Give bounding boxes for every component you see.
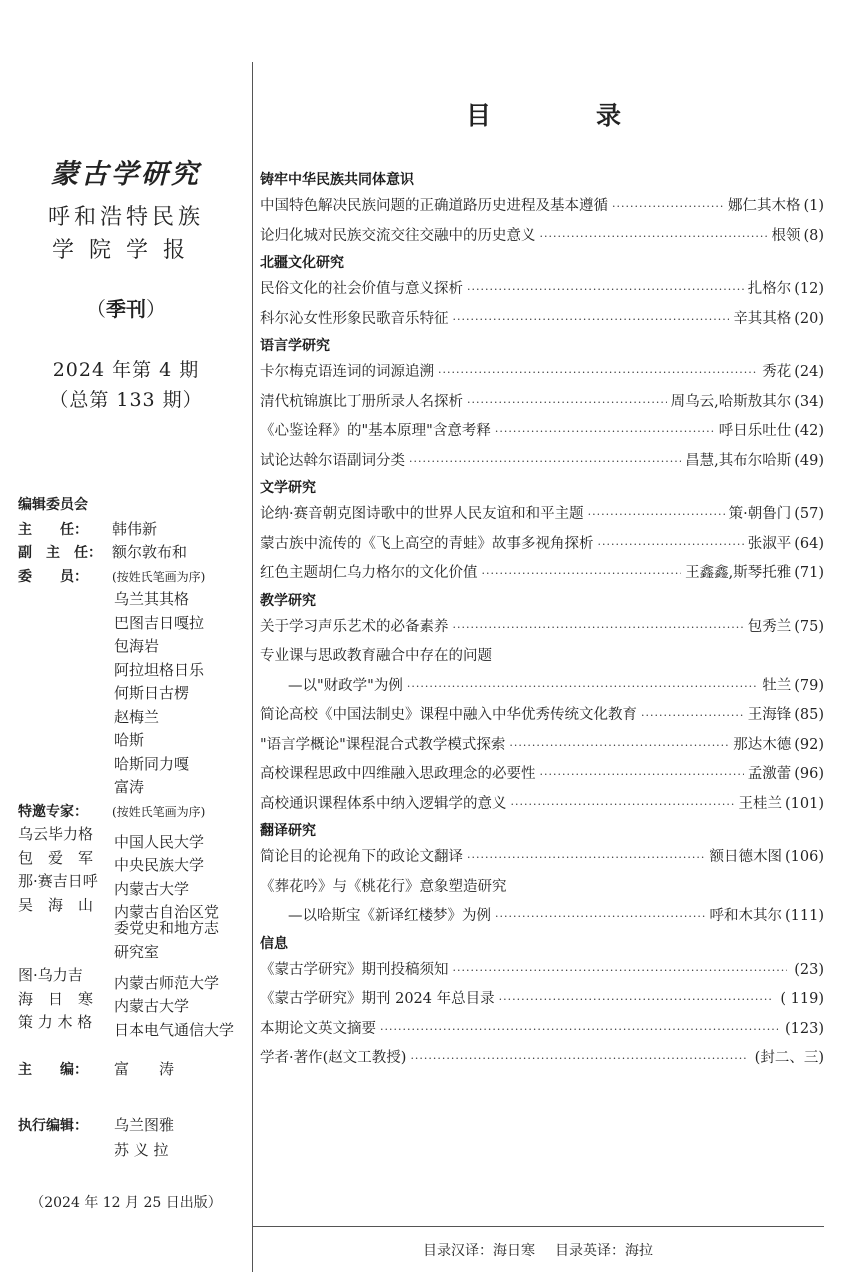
toc-entry[interactable] [260,985,824,1015]
entry-author: 王海锋 [747,707,792,723]
toc-entry[interactable] [260,500,824,530]
toc-heading [466,96,622,132]
executive-editors [18,1114,174,1162]
toc-entry[interactable] [260,613,824,643]
entry-title: 清代杭锦旗比丁册所录人名探析 [260,393,463,410]
toc-entry[interactable] [260,559,824,589]
toc-entry[interactable] [260,956,824,986]
toc-entry[interactable] [260,192,824,222]
entry-page: (85) [794,707,824,723]
entry-title: 科尔沁女性形象民歌音乐特征 [260,310,449,327]
entry-title: 论纳·赛音朝克图诗歌中的世界人民友谊和和平主题 [260,506,584,522]
entry-author: 额日德木图 [709,849,782,865]
frequency: （季刊） [86,297,166,321]
entry-author: 扎格尔 [747,281,792,297]
entry-title: 高校通识课程体系中纳入逻辑学的意义 [260,795,507,812]
expert-name: 策 力 木 格 [18,1013,93,1031]
leader-dots [509,731,729,761]
entry-author: 根领 [771,227,801,244]
leader-dots [598,530,744,560]
leader-dots [540,760,744,790]
leader-dots [438,358,758,388]
expert-institution-cont: 委党史和地方志 [114,919,220,937]
entry-title: 高校课程思政中四维融入思政理念的必要性 [260,766,536,782]
entry-title: 试论达斡尔语副词分类 [260,452,405,469]
leader-dots [380,1015,778,1045]
leader-dots [612,192,724,222]
entry-subtitle: —以哈斯宝《新译红楼梦》为例 [288,908,491,924]
director-label: 主 任： [18,521,88,538]
vice-director-label: 副 主 任： [18,545,102,561]
toc-entry[interactable] [260,358,824,388]
toc-entry[interactable] [260,530,824,560]
member-name: 何斯日古楞 [114,684,190,702]
leader-dots [453,613,744,643]
section-title: 语言学研究 [260,338,330,354]
entry-page: (79) [794,677,824,694]
english-translator: 目录英译：海拉 [555,1243,653,1259]
experts-note: (按姓氏笔画为序) [112,804,206,819]
entry-page: (封二、三) [754,1050,824,1066]
entry-title-line[interactable]: 专业课与思政教育融合中存在的问题 [260,648,492,664]
entry-page: (111) [785,908,824,924]
entry-author: 王鑫鑫,斯琴托雅 [685,565,792,581]
column-divider [252,62,253,1272]
table-of-contents [260,168,824,1074]
entry-page: (123) [785,1020,824,1037]
entry-page: (92) [794,736,824,753]
entry-title: 本期论文英文摘要 [260,1020,376,1037]
entry-page: (106) [785,849,824,865]
entry-title: 简论高校《中国法制史》课程中融入中华优秀传统文化教育 [260,707,637,723]
expert-institution: 内蒙古大学 [114,879,190,898]
chinese-translator: 目录汉译：海日寒 [423,1243,535,1259]
entry-title: 民俗文化的社会价值与意义探析 [260,281,463,297]
expert-institution: 内蒙古师范大学 [114,973,220,992]
section-title: 信息 [260,935,288,952]
frequency-label: 季刊 [106,297,146,321]
members-note: (按姓氏笔画为序) [112,569,206,584]
expert-name: 那·赛吉日呼 [18,872,98,890]
toc-entry[interactable] [260,902,824,932]
entry-author: 呼日乐吐仕 [718,423,792,439]
section-title: 铸牢中华民族共同体意识 [260,172,414,188]
entry-title: 简论目的论视角下的政论文翻译 [260,849,463,865]
entry-title: 中国特色解决民族问题的正确道路历史进程及基本遵循 [260,198,608,214]
entry-title: 《蒙古学研究》期刊投稿须知 [260,961,449,978]
leader-dots [453,305,730,335]
members-label: 委 员： [18,568,88,585]
expert-institution: 内蒙古大学 [114,997,190,1015]
issue-total: （总第 133 期） [49,389,203,411]
director-name: 韩伟新 [112,519,158,538]
leader-dots [409,447,681,477]
entry-page: (75) [794,618,824,635]
leader-dots [495,417,715,447]
toc-entry[interactable] [260,843,824,873]
leader-dots [467,843,706,873]
toc-entry[interactable] [260,760,824,790]
expert-name: 吴 海 山 [18,895,94,914]
entry-title: 学者·著作(赵文工教授) [260,1050,407,1066]
exec-editor-label: 执行编辑： [18,1118,88,1134]
entry-page: (71) [794,565,824,581]
entry-title: 蒙古族中流传的《飞上高空的青蛙》故事多视角探析 [260,535,594,552]
expert-institution: 日本电气通信大学 [114,1020,235,1039]
toc-entry[interactable] [260,790,824,820]
entry-author: 周乌云,哈斯敖其尔 [670,393,792,410]
chief-editor-name: 富 涛 [114,1060,175,1078]
footer-divider [252,1226,824,1227]
chief-editor [18,1058,174,1083]
entry-page: (96) [794,766,824,782]
entry-author: 娜仁其木格 [727,198,801,214]
leader-dots [588,500,725,530]
expert-institution-cont: 研究室 [114,942,160,961]
entry-subtitle: —以"财政学"为例 [288,677,403,694]
entry-author: 昌慧,其布尔哈斯 [685,452,792,469]
member-name: 富涛 [114,778,145,796]
toc-entry[interactable] [260,1015,824,1045]
leader-dots [641,701,744,731]
toc-entry[interactable] [260,417,824,447]
leader-dots [453,956,788,986]
expert-institution: 中国人民大学 [114,832,205,851]
exec-editor-name: 苏 义 拉 [114,1140,169,1159]
entry-page: (64) [794,535,824,552]
toc-entry[interactable] [260,672,824,702]
section-title: 文学研究 [260,480,316,496]
entry-page: (57) [794,506,824,522]
toc-entry[interactable] [260,388,824,418]
entry-author: 秀花 [762,364,792,380]
entry-page: (101) [785,795,824,812]
member-name: 哈斯 [114,731,145,749]
entry-author: 牡兰 [762,677,792,694]
leader-dots [495,902,706,932]
leader-dots [499,985,774,1015]
toc-entry[interactable] [260,305,824,335]
toc-heading-2: 录 [596,101,623,130]
entry-title: 关于学习声乐艺术的必备素养 [260,618,449,635]
issue-number: 2024 年第 4 期 [52,359,200,381]
expert-name: 海 日 寒 [18,989,94,1008]
leader-dots [482,559,682,589]
vice-director-name: 额尔敦布和 [112,543,188,561]
entry-title: 《心鉴诠释》的"基本原理"含意考释 [260,423,491,439]
entry-page: (12) [794,281,824,297]
section-title: 翻译研究 [260,823,316,839]
entry-title-line[interactable]: 《葬花吟》与《桃花行》意象塑造研究 [260,878,507,895]
entry-author: 呼和木其尔 [709,908,782,924]
entry-page: (1) [803,198,824,214]
entry-title: 卡尔梅克语连词的词源追溯 [260,364,434,380]
section-title: 北疆文化研究 [260,255,344,271]
entry-page: (42) [794,423,824,439]
entry-title: "语言学概论"课程混合式教学模式探索 [260,736,506,753]
journal-title: 蒙古学研究 [51,159,201,190]
leader-dots [410,1044,747,1074]
member-name: 赵梅兰 [114,707,160,726]
entry-page: (49) [794,452,824,469]
entry-title: 红色主题胡仁乌力格尔的文化价值 [260,565,478,581]
toc-entry[interactable] [260,731,824,761]
entry-page: (24) [794,364,824,380]
toc-heading-1: 目 [466,101,493,130]
entry-author: 孟激蕾 [747,766,792,782]
entry-author: 张淑平 [747,535,792,552]
publication-date: （2024 年 12 月 25 日出版） [30,1195,222,1211]
entry-title: 《蒙古学研究》期刊 2024 年总目录 [260,991,495,1007]
entry-page: (20) [794,310,824,327]
entry-author: 王桂兰 [738,795,782,812]
expert-name: 包 爱 军 [18,848,94,867]
expert-institution: 内蒙古自治区党 [114,903,220,921]
school-name-line-1: 呼和浩特民族 [47,205,204,230]
leader-dots [511,790,735,820]
member-name: 巴图吉日嘎拉 [114,613,205,632]
translator-credits [252,1240,824,1260]
chief-editor-label: 主 编： [18,1062,88,1078]
entry-page: (8) [803,227,824,244]
section-title: 教学研究 [260,592,316,609]
entry-author: 包秀兰 [747,618,792,635]
leader-dots [407,672,758,702]
entry-page: (34) [794,393,824,410]
toc-entry[interactable] [260,701,824,731]
entry-author: 那达木德 [733,736,792,753]
entry-title: 论归化城对民族交流交往交融中的历史意义 [260,227,536,244]
member-name: 哈斯同力嘎 [114,754,190,773]
entry-author: 辛其其格 [733,310,792,327]
experts-label: 特邀专家： [18,803,88,820]
expert-name: 图·乌力吉 [18,966,83,984]
entry-page: ( 119) [780,991,824,1007]
entry-author: 策·朝鲁门 [728,506,792,522]
member-name: 包海岩 [114,637,160,655]
expert-institution: 中央民族大学 [114,856,205,874]
member-name: 乌兰其其格 [114,590,190,608]
leader-dots [540,222,768,252]
exec-editor-name: 乌兰图雅 [114,1116,175,1134]
toc-entry[interactable] [260,447,824,477]
school-name-line-2: 学院学报 [51,238,200,263]
leader-dots [467,388,667,418]
toc-entry[interactable] [260,275,824,305]
editorial-board [18,494,235,1039]
board-title: 编辑委员会 [18,497,88,513]
toc-entry[interactable] [260,222,824,252]
toc-entry[interactable] [260,1044,824,1074]
member-name: 阿拉坦格日乐 [114,660,205,679]
entry-page: (23) [794,961,824,978]
leader-dots [467,275,744,305]
expert-name: 乌云毕力格 [18,825,94,843]
